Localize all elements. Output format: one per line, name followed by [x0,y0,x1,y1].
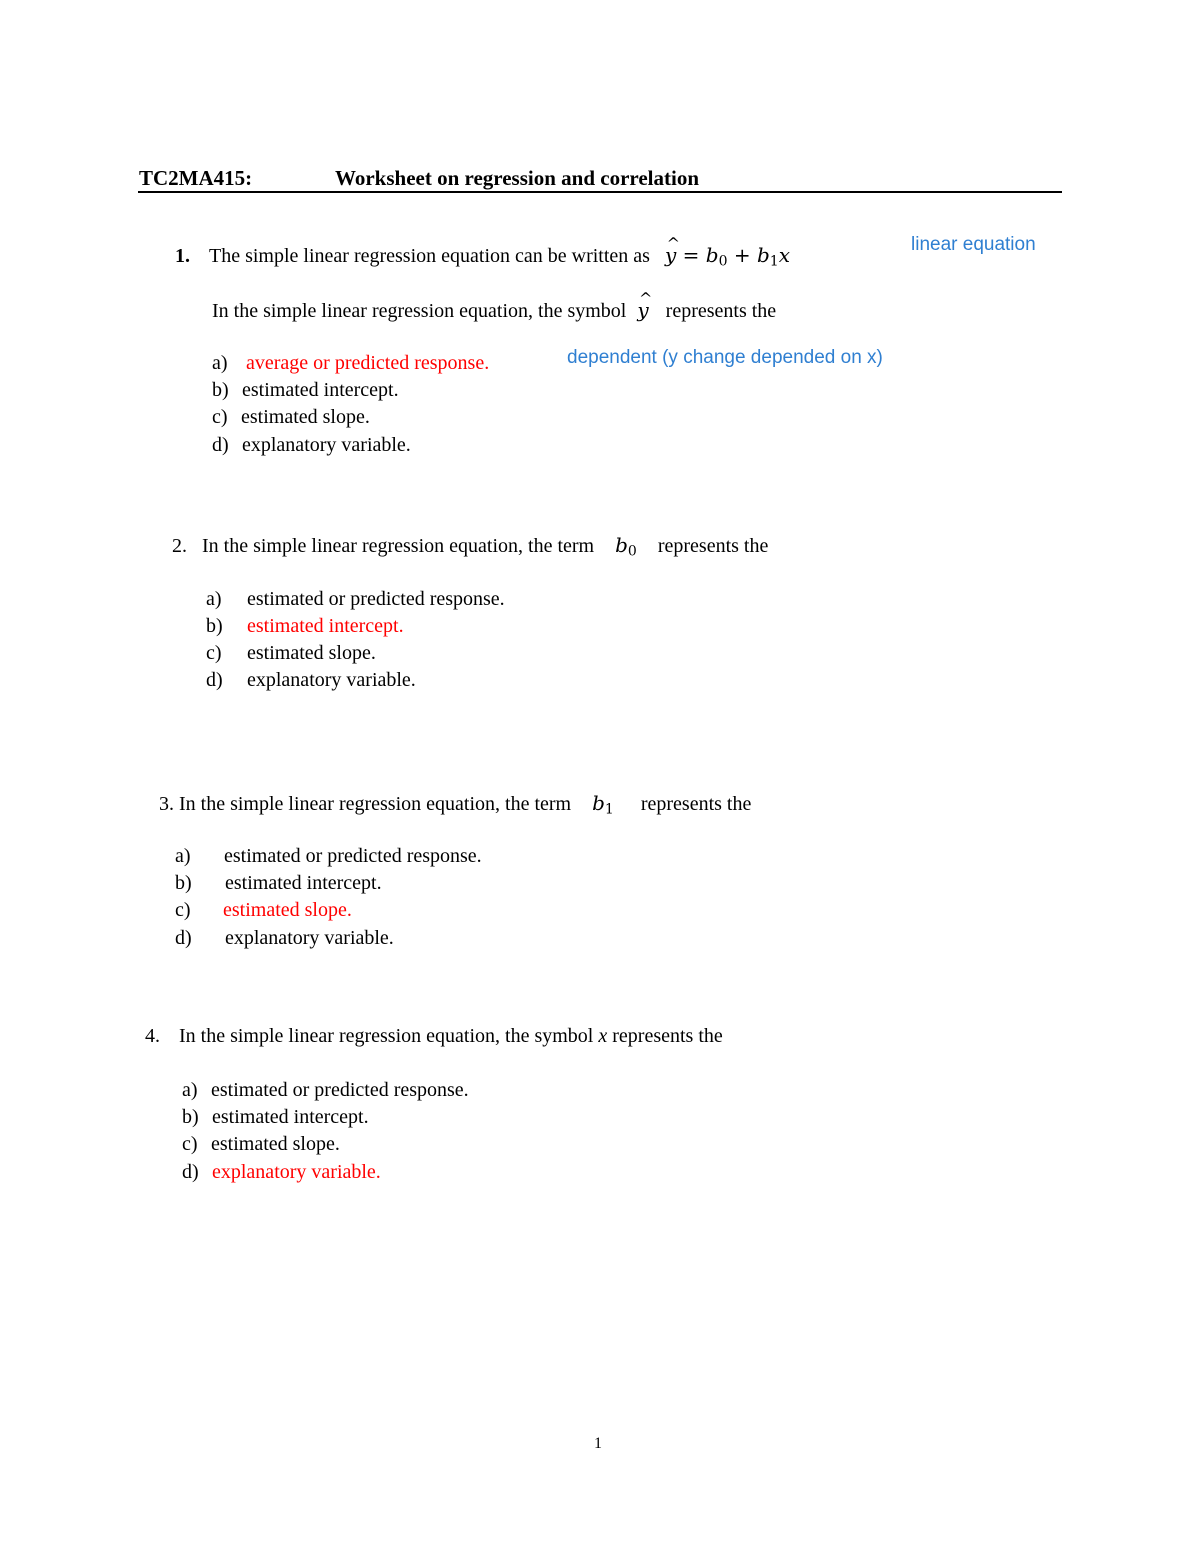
q4-option-c: c) estimated slope. [182,1133,340,1155]
q3-option-b: b) estimated intercept. [175,872,382,894]
yhat-symbol: ^ y [637,298,648,322]
q3-option-c: c) estimated slope. [175,899,352,921]
answer-highlight: estimated intercept. [247,615,404,637]
question-1-subquestion: In the simple linear regression equation, the symbol ^ y represents the [212,298,776,323]
x-symbol: x [598,1025,608,1047]
answer-highlight: estimated slope. [223,899,352,921]
question-1-text: The simple linear regression equation can be written as [209,245,650,267]
answer-highlight: explanatory variable. [212,1161,381,1183]
worksheet-title: Worksheet on regression and correlation [335,166,699,190]
note-linear-equation: linear equation [911,234,1036,255]
note-dependent: dependent (y change depended on x) [567,347,883,368]
question-3: 3. In the simple linear regression equation, the term $b_1$ represents the [159,791,752,818]
question-2-number: 2. [172,535,187,557]
q3-option-d: d) explanatory variable. [175,927,394,949]
question-4: 4. In the simple linear regression equation, the symbol x represents the [145,1025,723,1047]
b0-symbol: $b_0$ [615,533,637,560]
question-4-number: 4. [145,1025,160,1047]
q1-option-d: d) explanatory variable. [212,434,411,456]
q4-option-b: b) estimated intercept. [182,1106,369,1128]
course-code: TC2MA415: [139,166,253,190]
q2-option-b: b) estimated intercept. [206,615,404,637]
q1-option-c: c) estimated slope. [212,406,370,428]
question-1-number: 1. [175,245,190,267]
question-2: 2. In the simple linear regression equation, the term $b_0$ represents the [172,533,769,560]
header-rule [138,191,1062,193]
page-number: 1 [594,1435,602,1452]
b1-symbol: $b_1$ [592,791,614,818]
q3-option-a: a) estimated or predicted response. [175,845,482,867]
q1-option-b: b) estimated intercept. [212,379,399,401]
q4-option-a: a) estimated or predicted response. [182,1079,469,1101]
q2-option-d: d) explanatory variable. [206,669,416,691]
question-1 [175,243,790,270]
q1-option-a: a) average or predicted response. [212,352,490,374]
answer-highlight: average or predicted response. [246,352,490,374]
regression-equation: ^ $y = b_0 + b_1x$ [665,243,790,267]
q2-option-c: c) estimated slope. [206,642,376,664]
q2-option-a: a) estimated or predicted response. [206,588,505,610]
question-3-number: 3. [159,793,174,815]
q4-option-d: d) explanatory variable. [182,1161,381,1183]
